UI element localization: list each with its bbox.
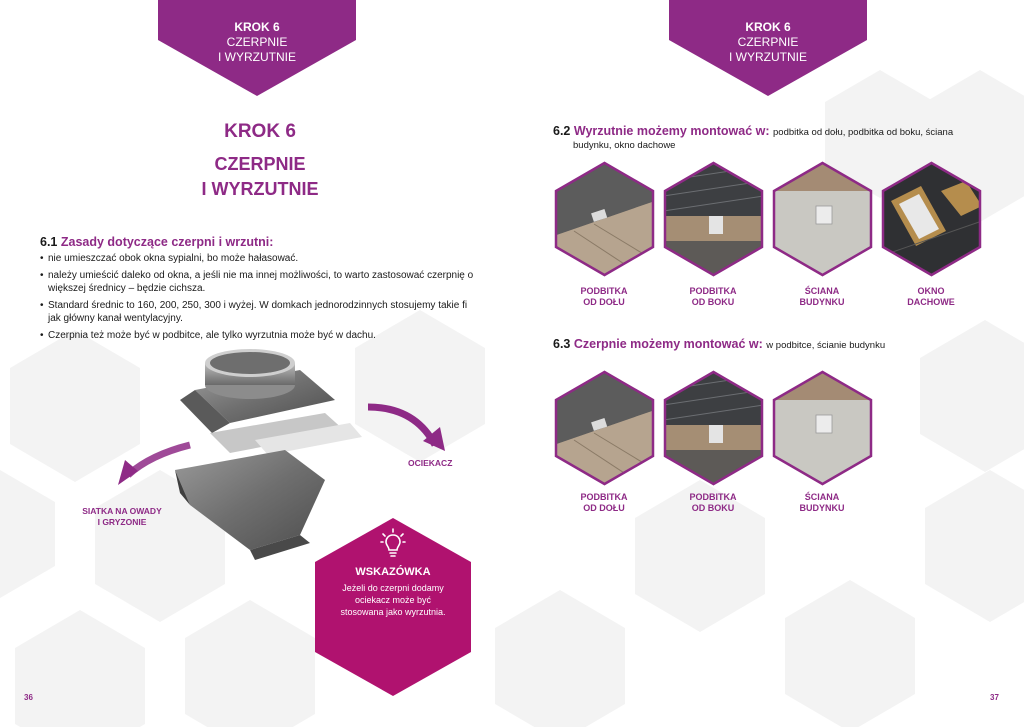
label-line2: BUDYNKU — [799, 297, 845, 307]
label-line1: ŚCIANA — [804, 286, 840, 296]
tab-step-label: KROK 6 — [745, 20, 791, 34]
photo-soffit-bottom — [554, 161, 655, 277]
page-number-left: 36 — [24, 693, 33, 702]
page-title-line1: CZERPNIE — [214, 154, 306, 174]
label-line1: PODBITKA — [689, 492, 737, 502]
photo-building-wall — [772, 161, 873, 277]
mesh-callout-line1: SIATKA NA OWADY — [82, 506, 162, 516]
list-item: • Standard średnic to 160, 200, 250, 300 i wyżej. W domkach jednorodzinnych stosujemy takie fi jak główny kanał wentylacyjny. — [40, 299, 480, 325]
photo-soffit-bottom — [554, 370, 655, 486]
tab-line2: I WYRZUTNIE — [218, 50, 296, 64]
section-heading-text: Wyrzutnie możemy montować w: — [573, 124, 770, 138]
label-line1: PODBITKA — [580, 492, 628, 502]
label-line1: PODBITKA — [580, 286, 628, 296]
photo-building-wall — [772, 370, 873, 486]
label-line1: PODBITKA — [689, 286, 737, 296]
label-building-wall — [767, 492, 877, 514]
section-heading-text: Zasady dotyczące czerpni i wrzutni: — [60, 235, 274, 249]
section-6-3-heading — [553, 337, 993, 351]
section-6-2-heading — [553, 124, 993, 152]
section-heading-text: Czerpnie możemy montować w: — [573, 337, 763, 351]
tab-line1: CZERPNIE — [737, 35, 799, 49]
label-line2: OD BOKU — [691, 503, 735, 513]
section-heading-tail: podbitka od dołu, podbitka od boku, ściana — [773, 127, 954, 138]
photo-roof-window — [881, 161, 982, 277]
label-line2: DACHOWE — [907, 297, 955, 307]
mesh-callout-line2: I GRYZONIE — [97, 517, 147, 527]
tab-line1: CZERPNIE — [226, 35, 288, 49]
label-line1: OKNO — [917, 286, 945, 296]
label-soffit-side — [658, 492, 768, 514]
mesh-callout-label — [62, 506, 182, 528]
section-number: 6.1 — [40, 235, 58, 249]
page-title-line2: I WYRZUTNIE — [201, 179, 319, 199]
page-number-right: 37 — [990, 693, 999, 702]
tip-text: Jeżeli do czerpni dodamy ociekacz może być stosowana jako wyrzutnia. — [340, 583, 446, 617]
tip-title: WSKAZÓWKA — [355, 566, 431, 578]
page-step-title: KROK 6 — [224, 121, 296, 142]
step-tab-right — [669, 0, 867, 96]
list-item: • Czerpnia też może być w podbitce, ale tylko wyrzutnia może być w dachu. — [40, 329, 480, 342]
lightbulb-icon — [380, 528, 406, 558]
tab-line2: I WYRZUTNIE — [729, 50, 807, 64]
photo-soffit-side — [663, 161, 764, 277]
label-line1: ŚCIANA — [804, 492, 840, 502]
list-item: • nie umieszczać obok okna sypialni, bo może hałasować. — [40, 252, 480, 265]
step-tab-left — [158, 0, 356, 96]
section-number: 6.3 — [553, 337, 571, 351]
section-heading-tail-2: budynku, okno dachowe — [573, 140, 676, 151]
tip-box — [315, 518, 471, 696]
section-number: 6.2 — [553, 124, 571, 138]
label-roof-window — [876, 286, 986, 308]
label-soffit-bottom — [549, 492, 659, 514]
rules-list — [40, 252, 480, 346]
label-line2: OD DOŁU — [583, 503, 625, 513]
list-item: • należy umieścić daleko od okna, a jeśli nie ma innej możliwości, to warto zastosować czerpnię o większej średnicy – będzie cichsza. — [40, 269, 480, 295]
label-line2: BUDYNKU — [799, 503, 845, 513]
label-line2: OD DOŁU — [583, 297, 625, 307]
label-soffit-side — [658, 286, 768, 308]
section-6-1-heading — [40, 235, 273, 249]
label-building-wall — [767, 286, 877, 308]
label-line2: OD BOKU — [691, 297, 735, 307]
drip-callout-label: OCIEKACZ — [408, 458, 453, 468]
photo-soffit-side — [663, 370, 764, 486]
tab-step-label: KROK 6 — [234, 20, 280, 34]
section-heading-tail: w podbitce, ścianie budynku — [766, 340, 886, 351]
label-soffit-bottom — [549, 286, 659, 308]
page-title — [150, 152, 370, 202]
